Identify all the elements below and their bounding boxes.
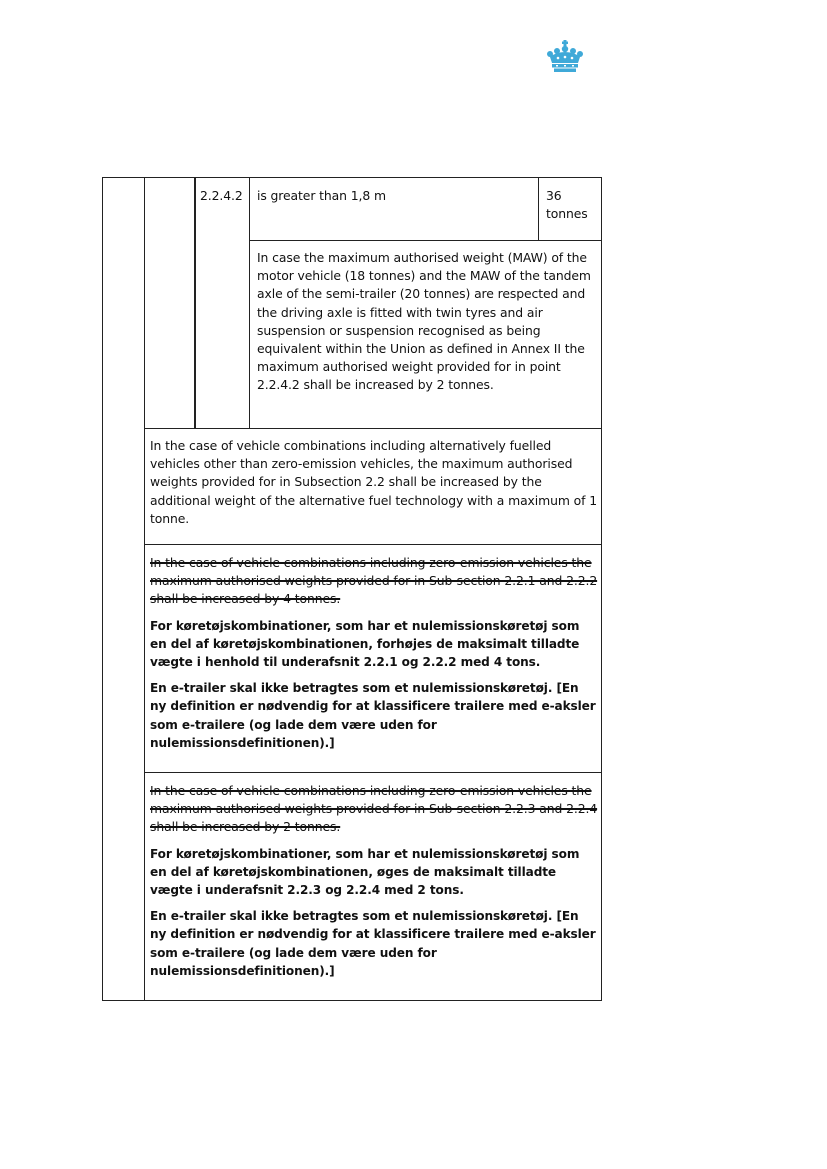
alt-fuel-text: In the case of vehicle combinations including alternatively fuelled vehicles other than zero-emission vehicles, the maximum authorised weights provided for in Subsection 2.2 shall be increased by the additional weight of the alternative fuel technology with a maximum of 1 tonne. xyxy=(150,438,598,526)
weights-table xyxy=(102,177,602,1001)
row-divider xyxy=(249,240,602,241)
condition-text: is greater than 1,8 m xyxy=(257,188,386,203)
col-divider xyxy=(249,178,250,428)
col-divider xyxy=(538,178,539,240)
row-divider xyxy=(144,428,602,429)
maw-note: In case the maximum authorised weight (MAW) of the motor vehicle (18 tonnes) and the MAW of the tandem axle of the semi-trailer (20 tonnes) are respected and the driving axle is fitted with twin tyres and air suspension or suspension recognised as being equivalent within the Union as defined in Annex II the maximum authorised weight provided for in point 2.2.4.2 shall be increased by 2 tonnes. xyxy=(257,250,591,393)
crown-icon xyxy=(546,40,584,74)
col-divider xyxy=(144,178,145,1001)
e-trailer-note: En e-trailer skal ikke betragtes som et nulemissionskøretøj. [En ny definition er nødvendig for at klassificere trailere med e-aksler som e-trailere (og lade dem være uden for nulemissionsdefinitionen).] xyxy=(150,909,596,978)
row-divider xyxy=(144,544,602,545)
point-number: 2.2.4.2 xyxy=(200,188,243,203)
struck-text: In the case of vehicle combinations including zero-emission vehicles the maximum authorised weights provided for in Sub-section 2.2.1 and 2.2.2 shall be increased by 4 tonnes. xyxy=(150,555,598,607)
weight-value: 36 tonnes xyxy=(546,188,588,222)
row-divider xyxy=(144,772,602,773)
e-trailer-note: En e-trailer skal ikke betragtes som et nulemissionskøretøj. [En ny definition er nødvendig for at klassificere trailere med e-aksler som e-trailere (og lade dem være uden for nulemissionsdefinitionen).] xyxy=(150,681,596,750)
danish-amendment: For køretøjskombinationer, som har et nulemissionskøretøj som en del af køretøjskombinationen, øges de maksimalt tilladte vægte i underafsnit 2.2.3 og 2.2.4 med 2 tons. xyxy=(150,846,580,898)
zero-emission-block-1 xyxy=(150,554,598,752)
struck-text: In the case of vehicle combinations including zero-emission vehicles the maximum authorised weights provided for in Sub-section 2.2.3 and 2.2.4 shall be increased by 2 tonnes. xyxy=(150,783,598,835)
zero-emission-block-2 xyxy=(150,782,598,980)
danish-amendment: For køretøjskombinationer, som har et nulemissionskøretøj som en del af køretøjskombinationen, forhøjes de maksimalt tilladte vægte i henhold til underafsnit 2.2.1 og 2.2.2 med 4 tons. xyxy=(150,618,580,670)
col-divider xyxy=(194,178,196,428)
